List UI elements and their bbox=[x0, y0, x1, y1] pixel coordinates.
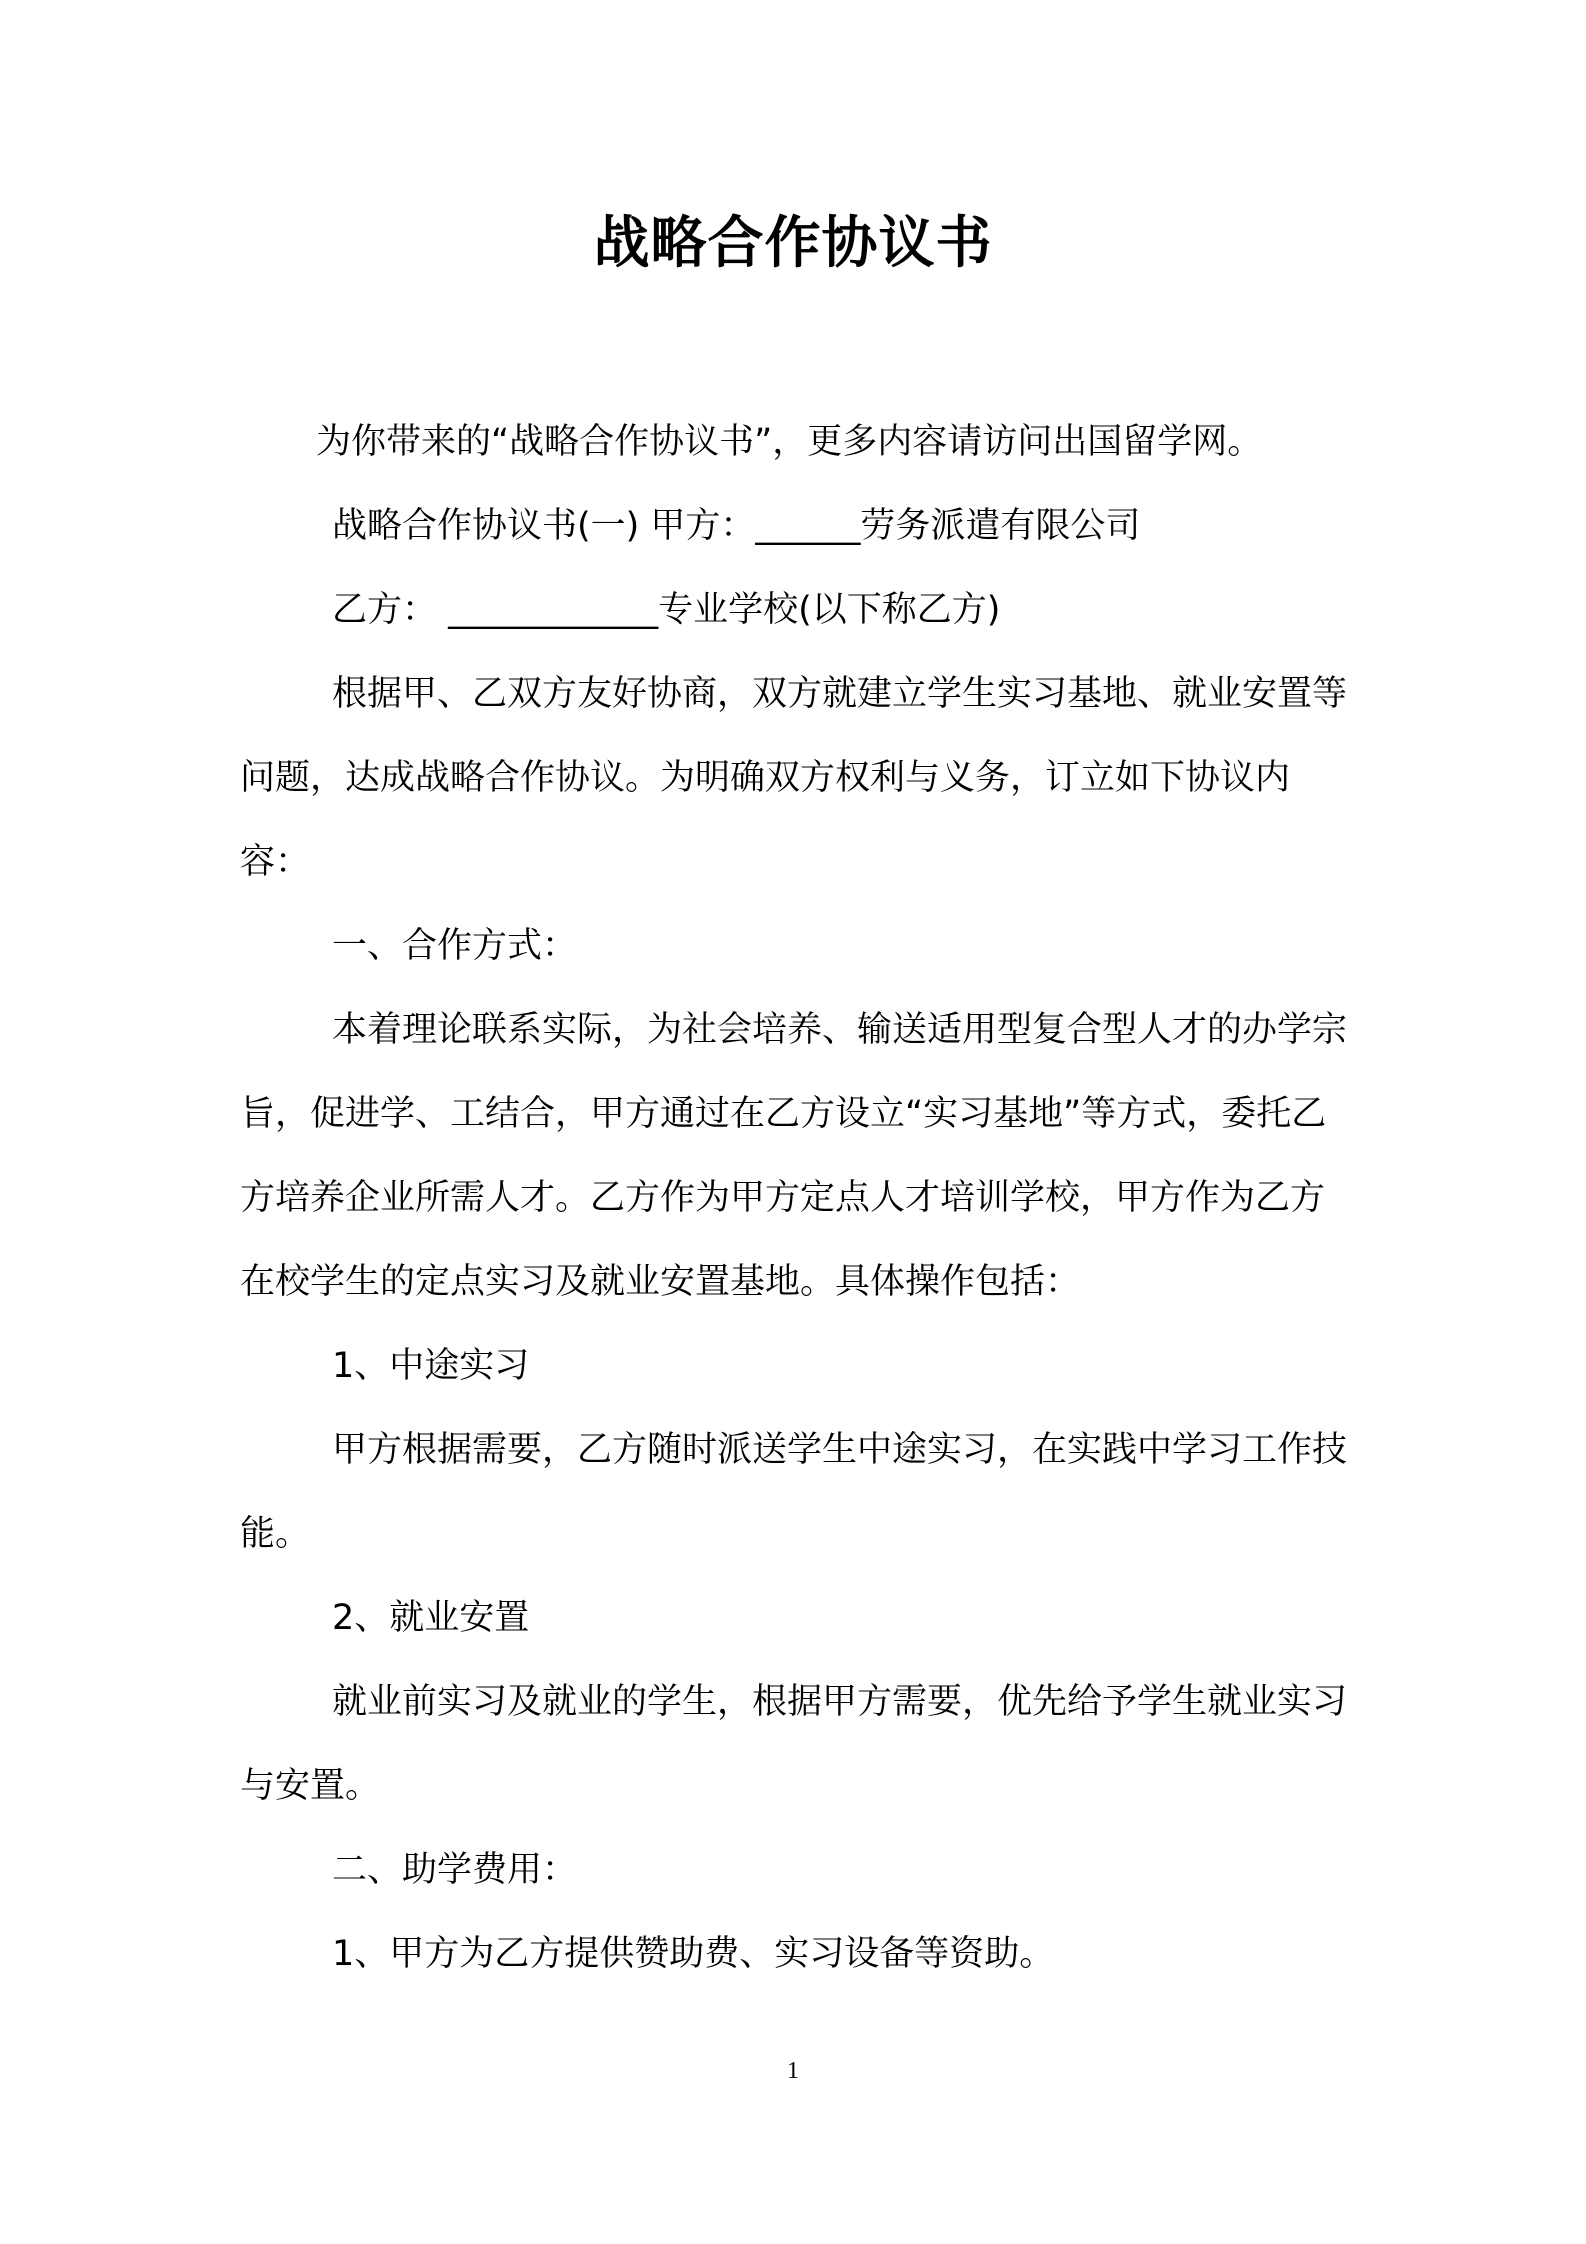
section-heading-funding: 二、助学费用： bbox=[332, 1850, 578, 1890]
internship-paragraph: 甲方根据需要，乙方随时派送学生中途实习，在实践中学习工作技能。 bbox=[240, 1430, 1348, 1554]
document-title: 战略合作协议书 bbox=[593, 211, 993, 276]
funding-item-paragraph: 1、甲方为乙方提供赞助费、实习设备等资助。 bbox=[332, 1934, 1055, 1974]
intro-paragraph: 为你带来的“战略合作协议书”，更多内容请访问出国留学网。 bbox=[316, 422, 1263, 462]
cooperation-paragraph: 本着理论联系实际，为社会培养、输送适用型复合型人才的办学宗旨，促进学、工结合，甲方通过在乙方设立“实习基地”等方式，委托乙方培养企业所需人才。乙方作为甲方定点人才培训学校，甲方作为乙方在校学生的定点实习及就业安置基地。具体操作包括： bbox=[240, 1010, 1348, 1302]
item-heading-internship: 1、中途实习 bbox=[332, 1346, 530, 1386]
page-number: 1 bbox=[787, 2058, 799, 2084]
employment-paragraph: 就业前实习及就业的学生，根据甲方需要，优先给予学生就业实习与安置。 bbox=[240, 1682, 1348, 1806]
item-heading-employment: 2、就业安置 bbox=[332, 1598, 530, 1638]
document-body bbox=[240, 400, 1356, 1996]
agreement-basis-paragraph: 根据甲、乙双方友好协商，双方就建立学生实习基地、就业安置等问题，达成战略合作协议。为明确双方权利与义务，订立如下协议内容： bbox=[240, 674, 1348, 882]
section-heading-cooperation: 一、合作方式： bbox=[332, 926, 578, 966]
party-a-line: 战略合作协议书(一) 甲方：______劳务派遣有限公司 bbox=[332, 506, 1141, 546]
party-b-line: 乙方： ____________专业学校(以下称乙方) bbox=[332, 590, 1001, 630]
